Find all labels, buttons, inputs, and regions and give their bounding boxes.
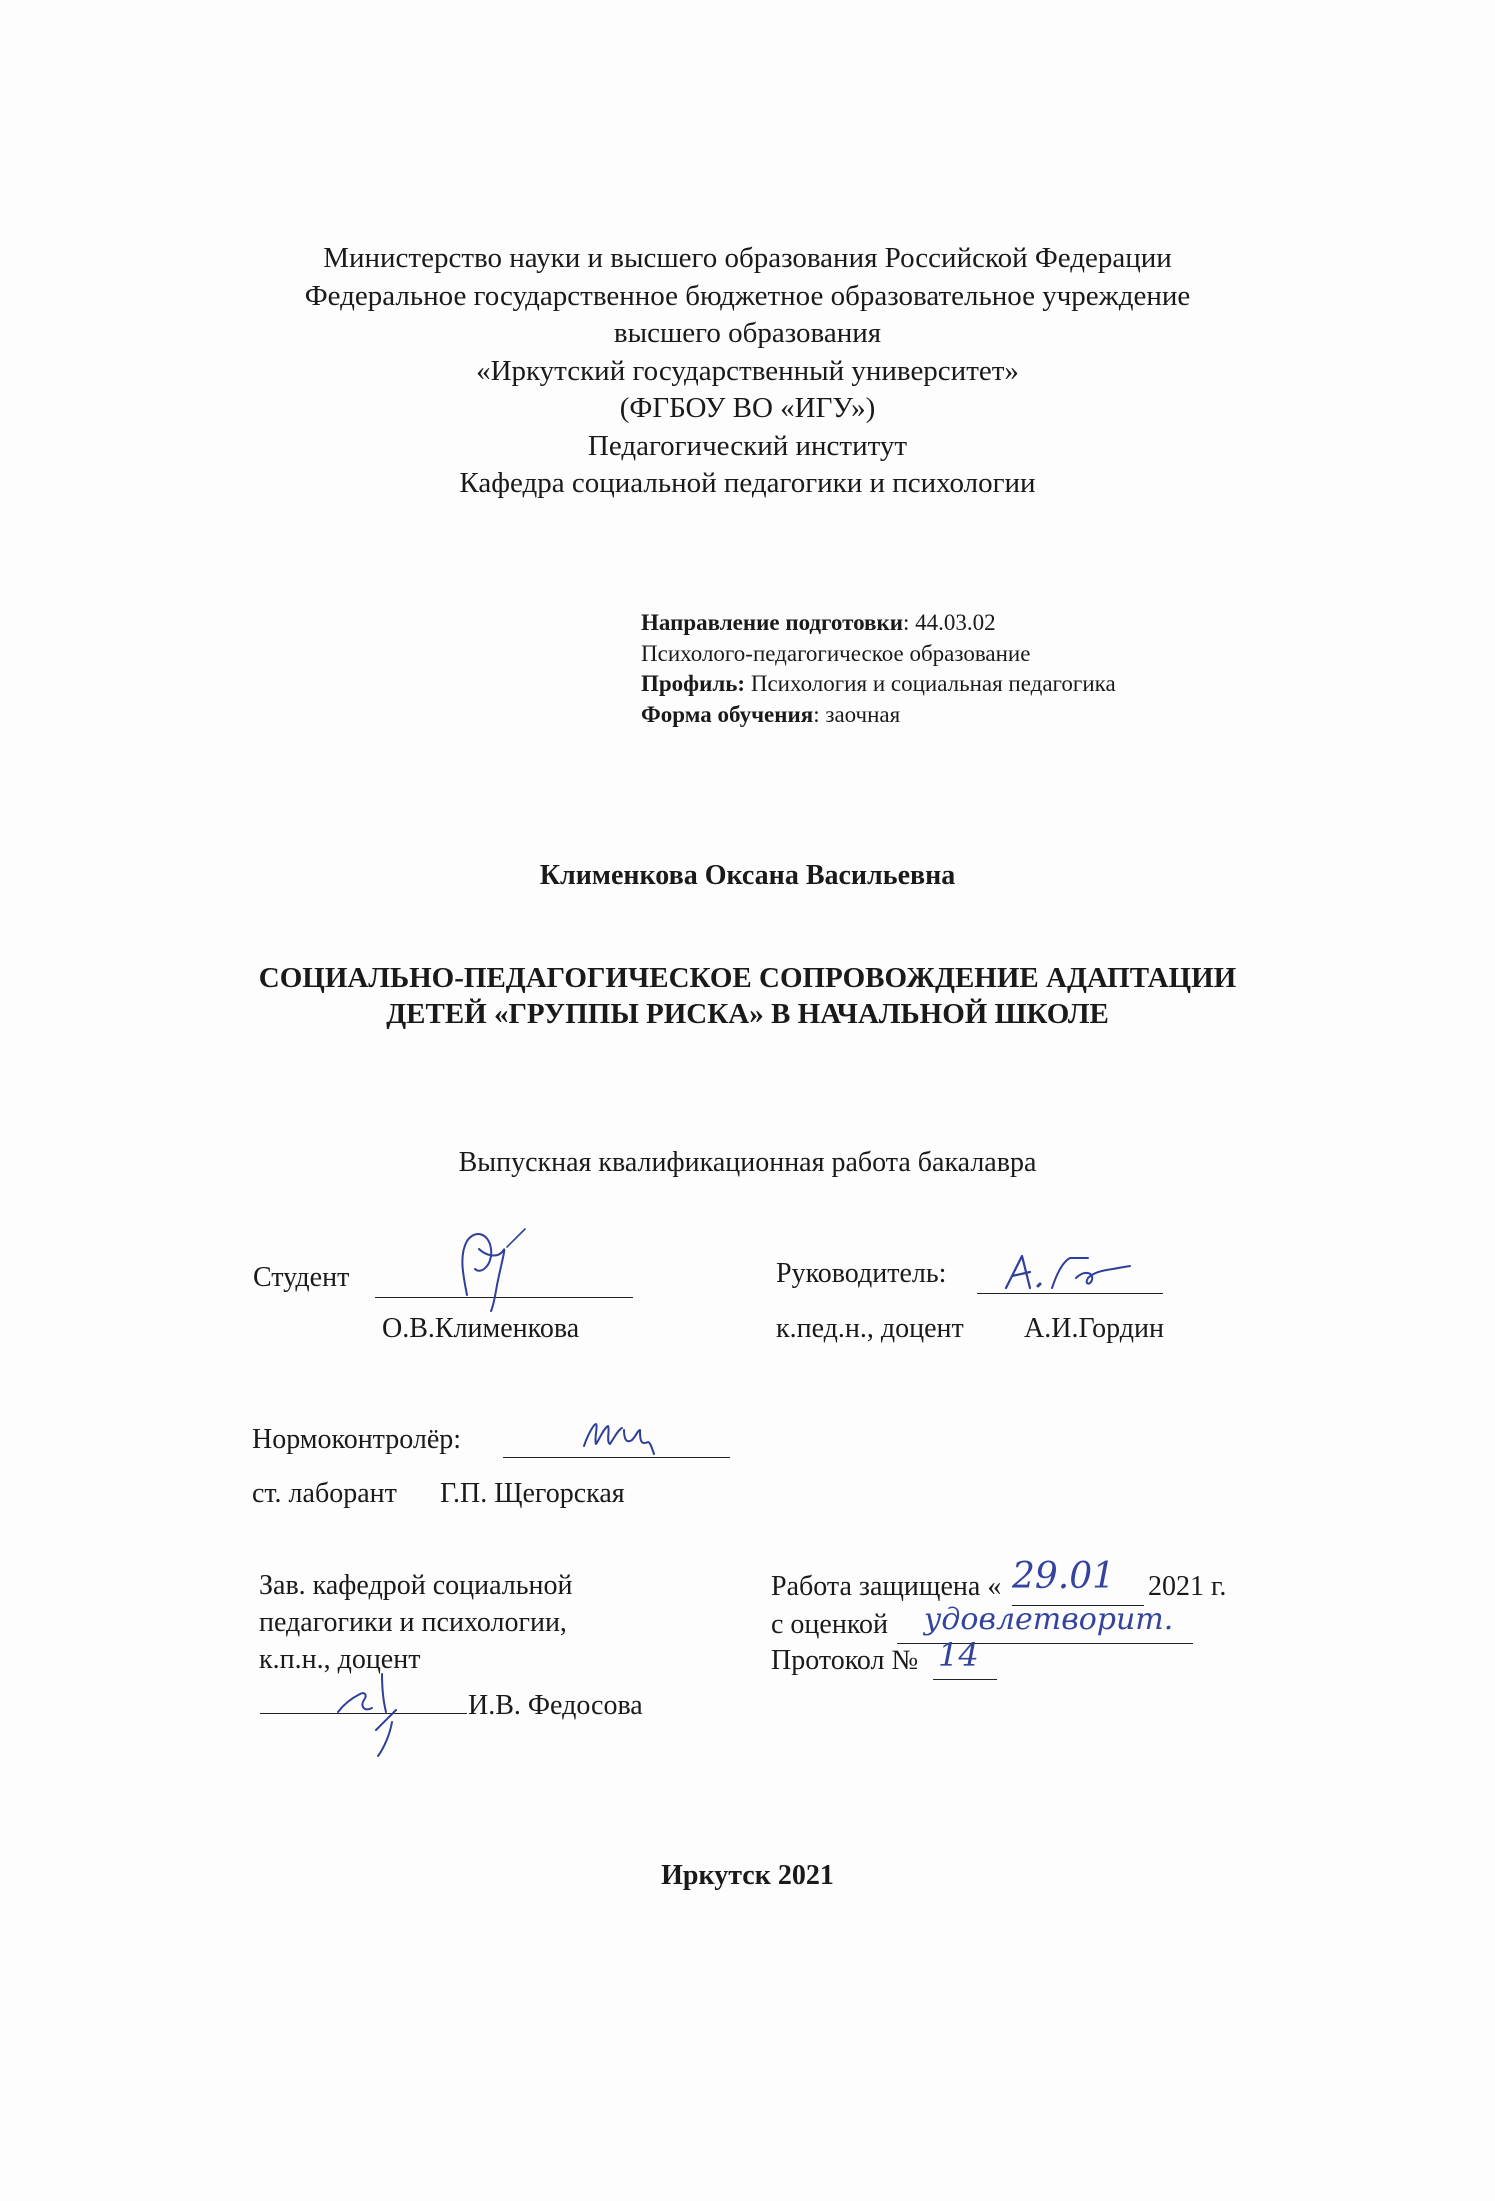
- federal-institution-line: Федеральное государственное бюджетное образовательное учреждение: [304, 279, 1191, 312]
- form-label: Форма обучения: [641, 701, 814, 727]
- grade-prefix: с оценкой: [771, 1609, 888, 1640]
- student-signature: [445, 1225, 555, 1315]
- head-signature: [330, 1664, 420, 1760]
- handwritten-date: 29.01: [1012, 1556, 1116, 1597]
- normcontrol-label: Нормоконтролёр:: [252, 1424, 462, 1455]
- supervisor-name: А.И.Гордин: [1024, 1313, 1165, 1344]
- thesis-title-line-2: ДЕТЕЙ «ГРУППЫ РИСКА» В НАЧАЛЬНОЙ ШКОЛЕ: [386, 998, 1109, 1030]
- institute-name: Педагогический институт: [587, 429, 908, 462]
- university-abbreviation: (ФГБОУ ВО «ИГУ»): [619, 392, 876, 424]
- study-info: [641, 608, 1116, 730]
- student-label: Студент: [253, 1262, 350, 1293]
- head-title-line-1: Зав. кафедрой социальной: [259, 1570, 573, 1601]
- protected-suffix: 2021 г.: [1148, 1571, 1227, 1602]
- thesis-title-line-1: СОЦИАЛЬНО-ПЕДАГОГИЧЕСКОЕ СОПРОВОЖДЕНИЕ АДАПТАЦИИ: [258, 962, 1237, 994]
- work-type: Выпускная квалификационная работа бакалавра: [458, 1147, 1037, 1178]
- head-title-line-2: педагогики и психологии,: [259, 1607, 567, 1638]
- author-name: Клименкова Оксана Васильевна: [539, 860, 956, 891]
- normcontrol-position: ст. лаборант: [252, 1478, 397, 1509]
- protocol-number-line: [933, 1679, 997, 1680]
- supervisor-signature: [1000, 1248, 1170, 1298]
- institution-header: [0, 240, 1495, 503]
- head-title-line-3: к.п.н., доцент: [259, 1644, 421, 1675]
- supervisor-label: Руководитель:: [776, 1258, 947, 1289]
- form-line: [641, 700, 1116, 731]
- city-year: Иркутск 2021: [661, 1860, 834, 1891]
- supervisor-position: к.пед.н., доцент: [776, 1313, 964, 1344]
- head-name: И.В. Федосова: [468, 1690, 643, 1721]
- normcontrol-name: Г.П. Щегорская: [440, 1478, 625, 1509]
- handwritten-grade: удовлетворит.: [924, 1602, 1174, 1637]
- higher-education-line: высшего образования: [613, 317, 882, 349]
- direction-name: Психолого-педагогическое образование: [641, 640, 1031, 666]
- protocol-prefix: Протокол №: [771, 1645, 919, 1676]
- normcontrol-signature: [578, 1412, 668, 1458]
- university-name: «Иркутский государственный университет»: [476, 354, 1019, 387]
- ministry-line: Министерство науки и высшего образования Российской Федерации: [323, 242, 1172, 274]
- form-value: : заочная: [813, 701, 901, 727]
- profile-line: [641, 669, 1116, 700]
- profile-value: Психология и социальная педагогика: [745, 671, 1116, 696]
- direction-line: [641, 608, 1116, 639]
- department-name: Кафедра социальной педагогики и психологии: [459, 467, 1036, 499]
- student-name: О.В.Клименкова: [382, 1313, 580, 1344]
- thesis-title: [0, 960, 1495, 1032]
- direction-label: Направление подготовки: [641, 610, 903, 635]
- profile-label: Профиль:: [641, 671, 746, 696]
- handwritten-protocol-number: 14: [938, 1636, 979, 1674]
- protected-prefix: Работа защищена «: [771, 1571, 1002, 1602]
- direction-value: : 44.03.02: [902, 610, 996, 635]
